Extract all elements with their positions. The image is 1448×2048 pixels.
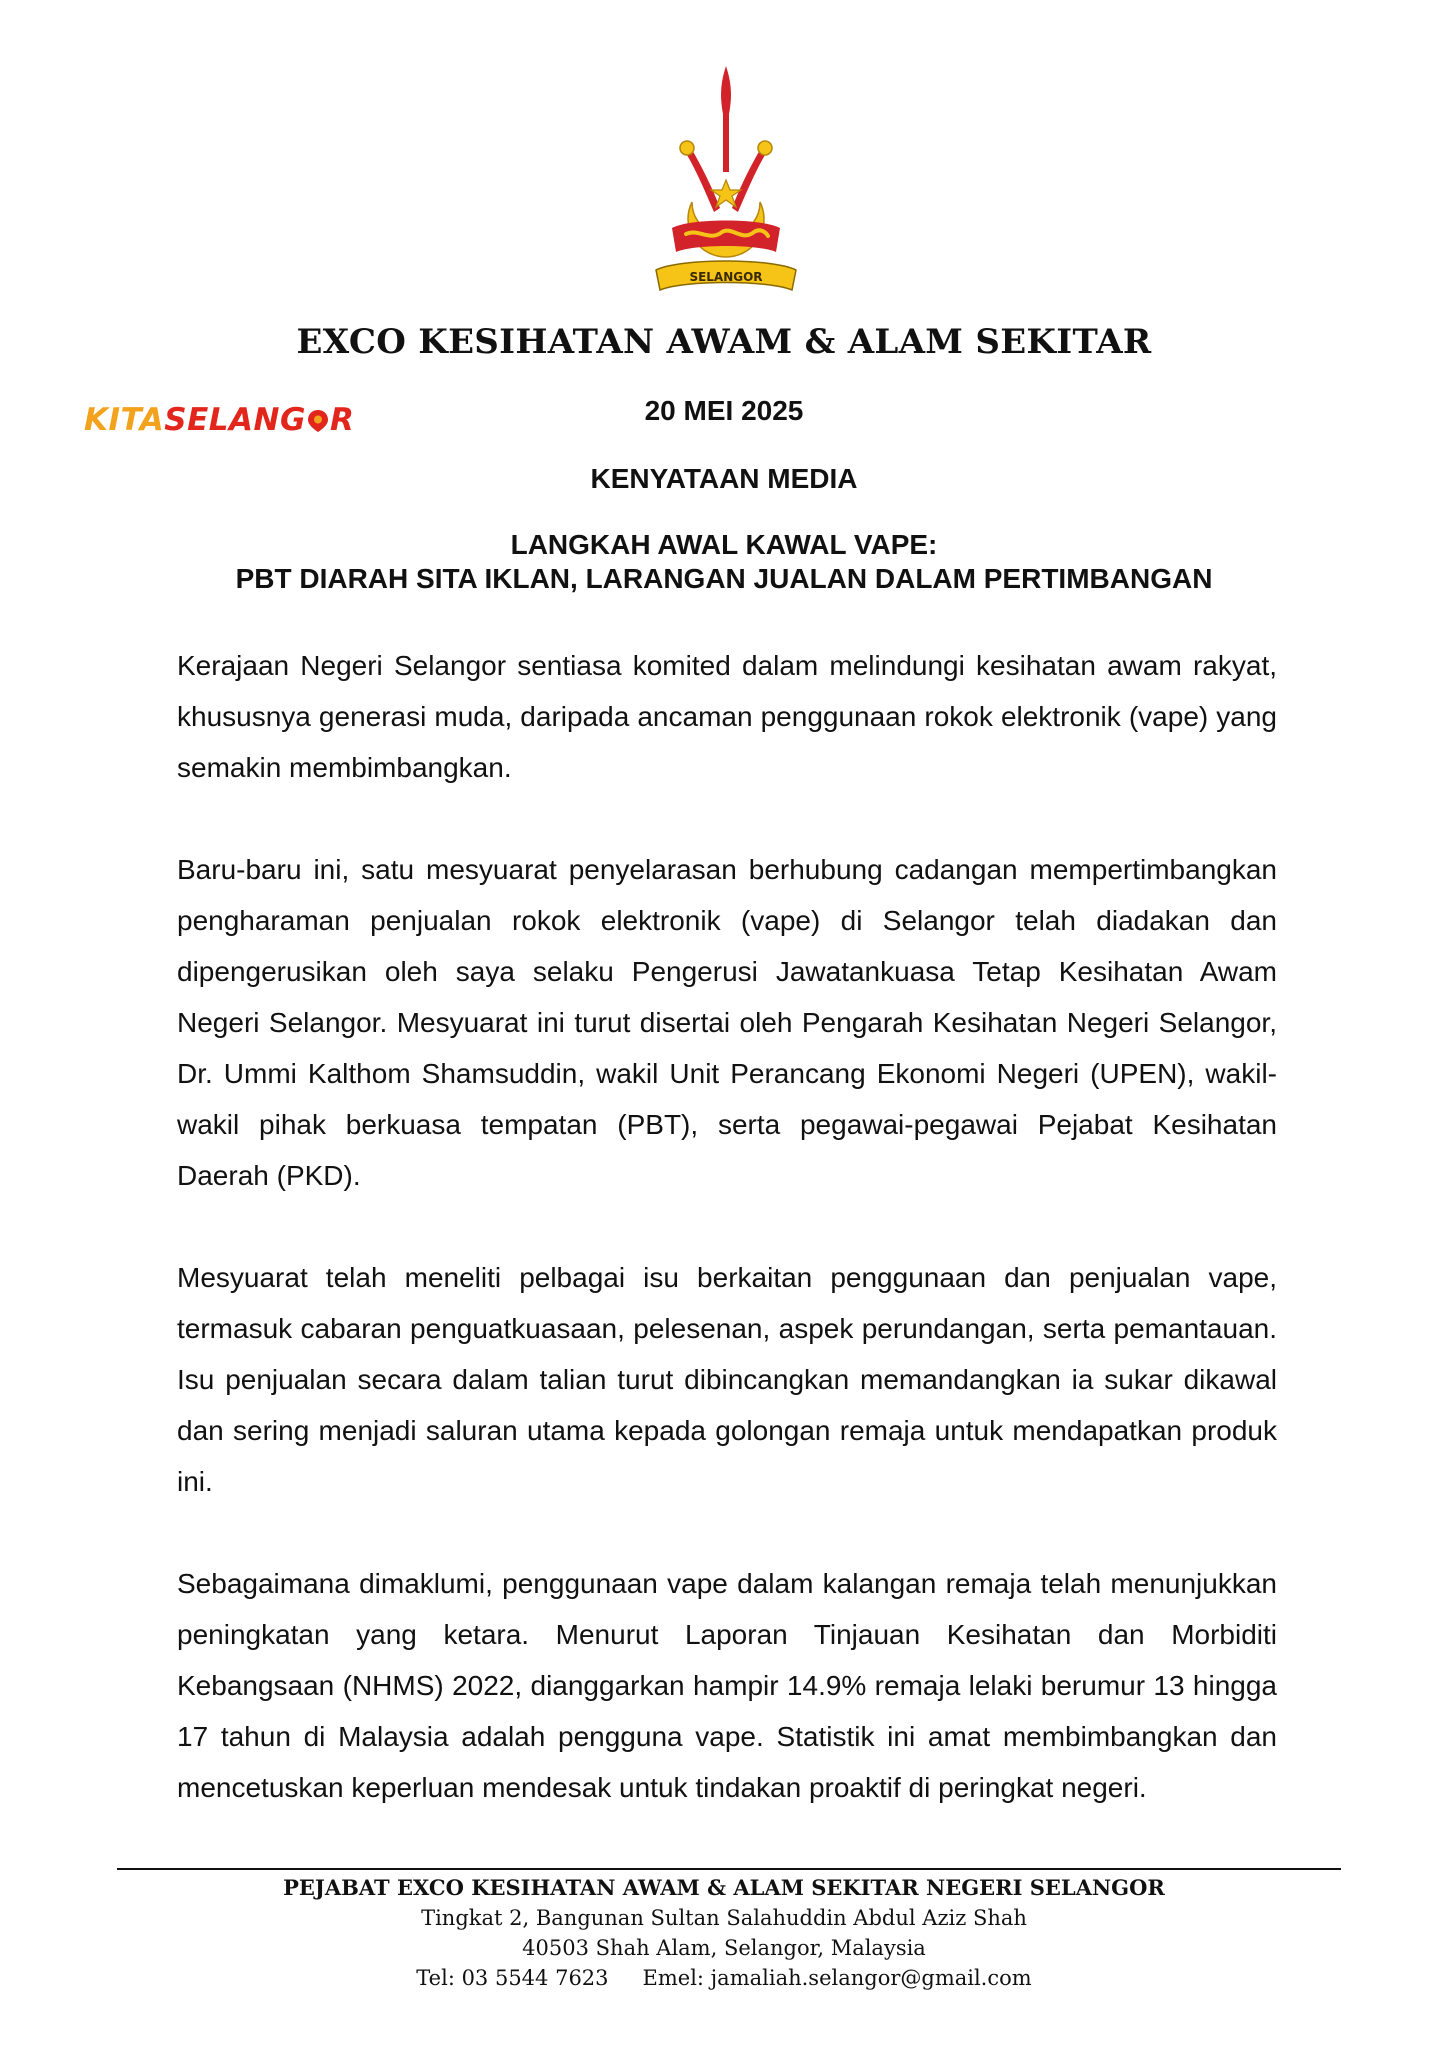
body-text: [177, 640, 1277, 1864]
footer-address-line-1: Tingkat 2, Bangunan Sultan Salahuddin Abdul Aziz Shah: [421, 1906, 1027, 1930]
headline-line-2: PBT DIARAH SITA IKLAN, LARANGAN JUALAN DALAM PERTIMBANGAN: [235, 563, 1213, 594]
footer-tel: Tel: 03 5544 7623: [416, 1966, 609, 1990]
paragraph: Mesyuarat telah meneliti pelbagai isu berkaitan penggunaan dan penjualan vape, termasuk cabaran penguatkuasaan, pelesenan, aspek perundangan, serta pemantauan. Isu penjualan secara dalam talian turut dibincangkan memandangkan ia sukar dikawal dan sering menjadi saluran utama kepada golongan remaja untuk mendapatkan produk ini.: [177, 1262, 1277, 1497]
footer-address-line-2: 40503 Shah Alam, Selangor, Malaysia: [522, 1936, 926, 1960]
footer-email: Emel: jamaliah.selangor@gmail.com: [642, 1966, 1032, 1990]
headline: [0, 528, 1448, 596]
release-date: 20 MEI 2025: [644, 395, 804, 426]
office-title: EXCO KESIHATAN AWAM & ALAM SEKITAR: [296, 322, 1152, 362]
footer-contact: [0, 1963, 1448, 1993]
paragraph: Sebagaimana dimaklumi, penggunaan vape dalam kalangan remaja telah menunjukkan peningkatan yang ketara. Menurut Laporan Tinjauan Kesihatan dan Morbiditi Kebangsaan (NHMS) 2022, dianggarkan hampir 14.9% remaja lelaki berumur 13 hingga 17 tahun di Malaysia adalah pengguna vape. Statistik ini amat membimbangkan dan mencetuskan keperluan mendesak untuk tindakan proaktif di peringkat negeri.: [177, 1568, 1277, 1803]
paragraph: Kerajaan Negeri Selangor sentiasa komited dalam melindungi kesihatan awam rakyat, khususnya generasi muda, daripada ancaman penggunaan rokok elektronik (vape) yang semakin membimbangkan.: [177, 650, 1277, 783]
brand-logo-part-kita: KITA: [84, 402, 165, 438]
footer-divider: [117, 1868, 1341, 1870]
headline-line-1: LANGKAH AWAL KAWAL VAPE:: [510, 529, 938, 560]
footer: [0, 1873, 1448, 1993]
brand-logo-part-selang: SELANG: [164, 402, 306, 438]
paragraph: Baru-baru ini, satu mesyuarat penyelarasan berhubung cadangan mempertimbangkan pengharaman penjualan rokok elektronik (vape) di Selangor telah diadakan dan dipengerusikan oleh saya selaku Pengerusi Jawatankuasa Tetap Kesihatan Awam Negeri Selangor. Mesyuarat ini turut disertai oleh Pengarah Kesihatan Negeri Selangor, Dr. Ummi Kalthom Shamsuddin, wakil Unit Perancang Ekonomi Negeri (UPEN), wakil-wakil pihak berkuasa tempatan (PBT), serta pegawai-pegawai Pejabat Kesihatan Daerah (PKD).: [177, 854, 1277, 1191]
emblem-scroll-text: SELANGOR: [689, 270, 763, 284]
selangor-crest-icon: [650, 62, 802, 302]
document-type: KENYATAAN MEDIA: [590, 463, 858, 494]
brand-logo-part-r: R: [329, 402, 355, 438]
footer-office-name: PEJABAT EXCO KESIHATAN AWAM & ALAM SEKITAR NEGERI SELANGOR: [283, 1875, 1165, 1900]
